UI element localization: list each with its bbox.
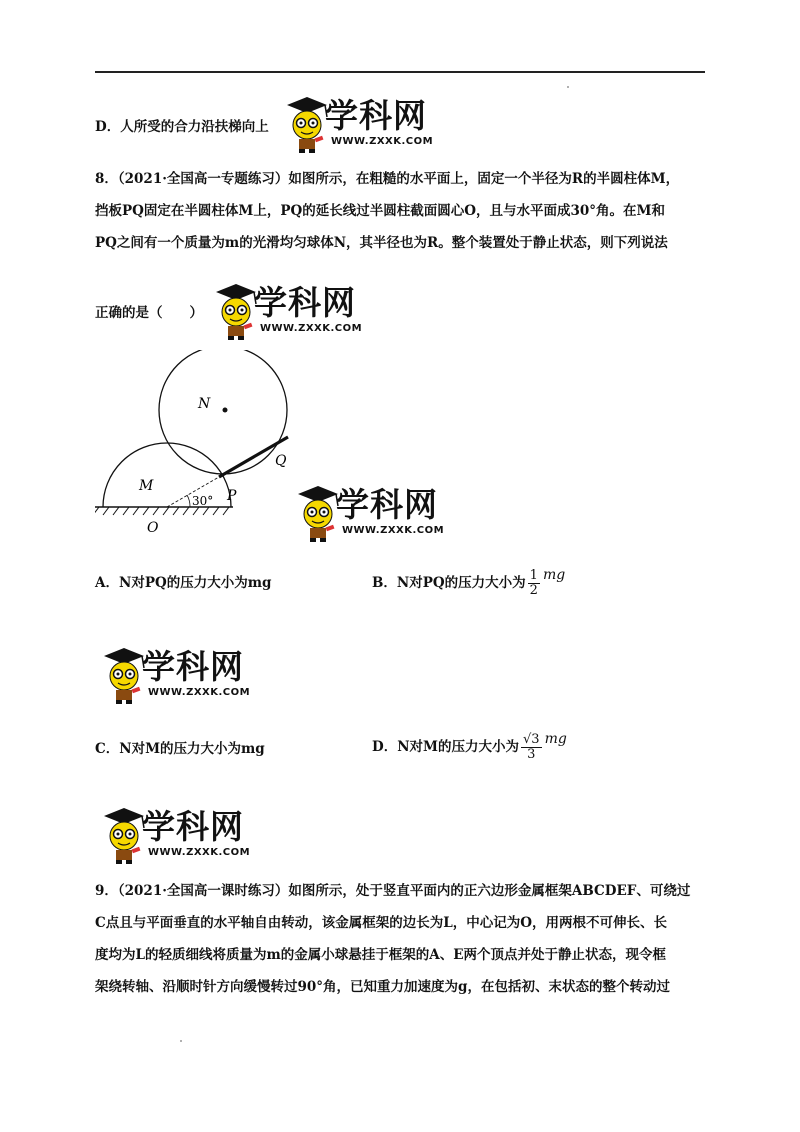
header-rule bbox=[95, 71, 705, 73]
logo-url: WWW.ZXXK.COM bbox=[331, 136, 434, 147]
angle-arc bbox=[187, 495, 190, 507]
label-O: O bbox=[147, 520, 159, 536]
prev-option-d: D．人所受的合力沿扶梯向上 bbox=[95, 119, 269, 135]
q8-line-2: 挡板PQ固定在半圆柱体M上，PQ的延长线过半圆柱截面圆心O，且与水平面成30°角。在M和 bbox=[95, 203, 666, 219]
logo-brand: 学科网 bbox=[325, 96, 427, 135]
zxxk-logo bbox=[281, 95, 441, 155]
q8-option-b: B．N对PQ的压力大小为 $\frac{1}{2}$ mg bbox=[372, 567, 566, 598]
fraction-one-half: $\frac{1}{2}$ bbox=[529, 568, 538, 598]
speck bbox=[567, 86, 569, 88]
logo-url: WWW.ZXXK.COM bbox=[148, 687, 251, 698]
center-dot-N bbox=[223, 408, 228, 413]
zxxk-logo bbox=[292, 484, 452, 544]
q8-line-4: 正确的是（ ） bbox=[95, 305, 203, 321]
q9-line-3: 度均为L的轻质细线将质量为m的金属小球悬挂于框架的A、E两个顶点并处于静止状态，现令框 bbox=[95, 947, 667, 963]
label-M: M bbox=[139, 478, 154, 494]
q8-option-d: D．N对M的压力大小为 $\frac{√3}{3}$ mg bbox=[372, 731, 567, 762]
logo-url: WWW.ZXXK.COM bbox=[148, 847, 251, 858]
q9-line-2: C点且与平面垂直的水平轴自由转动，该金属框架的边长为L，中心记为O，用两根不可伸长、长 bbox=[95, 915, 667, 931]
q8-line-3: PQ之间有一个质量为m的光滑均匀球体N，其半径也为R。整个装置处于静止状态，则下列说法 bbox=[95, 235, 668, 251]
fraction-root3-over-3: $\frac{√3}{3}$ bbox=[523, 732, 540, 762]
logo-brand: 学科网 bbox=[254, 283, 356, 322]
zxxk-logo bbox=[98, 646, 258, 706]
q8-option-a: A．N对PQ的压力大小为mg bbox=[95, 575, 272, 591]
logo-url: WWW.ZXXK.COM bbox=[260, 323, 363, 334]
label-N: N bbox=[198, 396, 211, 412]
label-Q: Q bbox=[275, 453, 287, 469]
logo-brand: 学科网 bbox=[142, 807, 244, 846]
logo-brand: 学科网 bbox=[142, 647, 244, 686]
zxxk-logo bbox=[210, 282, 370, 342]
q8-option-c: C．N对M的压力大小为mg bbox=[95, 741, 265, 757]
zxxk-logo bbox=[98, 806, 258, 866]
q8-line-1: 8．（2021·全国高一专题练习）如图所示，在粗糙的水平面上，固定一个半径为R的半圆柱体M， bbox=[95, 171, 680, 187]
label-P: P bbox=[227, 488, 237, 504]
sphere-N bbox=[159, 350, 287, 474]
ground-hatching bbox=[95, 507, 229, 515]
q9-line-1: 9．（2021·全国高一课时练习）如图所示，处于竖直平面内的正六边形金属框架ABCDEF、可绕过 bbox=[95, 883, 691, 899]
label-angle: 30° bbox=[192, 494, 214, 508]
logo-url: WWW.ZXXK.COM bbox=[342, 525, 445, 536]
speck bbox=[180, 1040, 182, 1042]
q9-line-4: 架绕转轴、沿顺时针方向缓慢转过90°角，已知重力加速度为g，在包括初、末状态的整个转动过 bbox=[95, 979, 670, 995]
logo-brand: 学科网 bbox=[336, 485, 438, 524]
physics-diagram bbox=[95, 350, 305, 540]
